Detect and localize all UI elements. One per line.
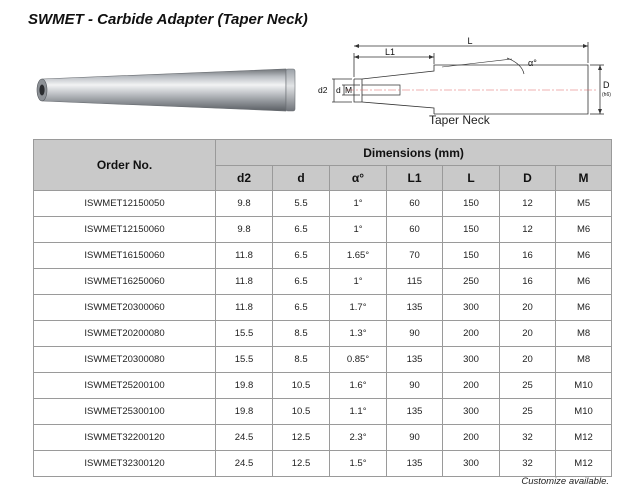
dimension-cell: 6.5 [273,243,330,269]
dimension-cell: 90 [387,373,443,399]
order-number-cell: ISWMET25200100 [34,373,216,399]
column-header: L1 [387,166,443,191]
dimension-cell: 135 [387,347,443,373]
dimension-cell: M8 [556,347,612,373]
column-header: d2 [216,166,273,191]
table-row [34,217,612,243]
dimension-cell: 1° [330,217,387,243]
order-number-cell: ISWMET32300120 [34,451,216,477]
dimension-cell: M10 [556,399,612,425]
dimension-cell: 90 [387,425,443,451]
dimension-cell: 135 [387,399,443,425]
dimension-cell: M6 [556,269,612,295]
dimension-cell: 1.7° [330,295,387,321]
table-row [34,321,612,347]
dimension-cell: 70 [387,243,443,269]
dimension-cell: 19.8 [216,373,273,399]
column-header: L [443,166,500,191]
label-d2: d2 [318,85,328,95]
dimension-cell: 20 [500,321,556,347]
label-d: d [336,85,341,95]
table-row [34,347,612,373]
diagram-caption: Taper Neck [429,113,490,127]
table-row [34,269,612,295]
dimension-cell: 19.8 [216,399,273,425]
order-number-cell: ISWMET20200080 [34,321,216,347]
dimension-cell: 200 [443,373,500,399]
dimension-cell: 10.5 [273,399,330,425]
dimension-cell: 1° [330,269,387,295]
dimension-cell: M6 [556,295,612,321]
label-L: L [467,36,473,46]
dimension-cell: 200 [443,425,500,451]
dimension-cell: 32 [500,425,556,451]
order-number-cell: ISWMET12150060 [34,217,216,243]
dimension-cell: 6.5 [273,295,330,321]
dimension-cell: 200 [443,321,500,347]
dimension-cell: 6.5 [273,269,330,295]
dimension-cell: 9.8 [216,217,273,243]
order-no-header: Order No. [34,140,216,191]
taper-neck-diagram [312,36,617,116]
dimension-cell: M12 [556,425,612,451]
dimension-cell: 300 [443,451,500,477]
dimension-cell: 1.6° [330,373,387,399]
dimension-cell: 1.1° [330,399,387,425]
dimension-cell: 24.5 [216,451,273,477]
label-M: M [345,85,353,95]
dimension-cell: 300 [443,399,500,425]
column-header: D [500,166,556,191]
dimension-cell: 12 [500,191,556,217]
dimension-cell: 1° [330,191,387,217]
page-title: SWMET - Carbide Adapter (Taper Neck) [28,11,308,28]
dimension-cell: M6 [556,243,612,269]
dimension-cell: 8.5 [273,321,330,347]
dimension-cell: M12 [556,451,612,477]
order-number-cell: ISWMET16150060 [34,243,216,269]
order-number-cell: ISWMET12150050 [34,191,216,217]
dimension-cell: 15.5 [216,347,273,373]
dimension-cell: 12 [500,217,556,243]
dimension-cell: 1.5° [330,451,387,477]
dimension-cell: 20 [500,347,556,373]
label-D: D [603,80,610,90]
table-row [34,451,612,477]
order-number-cell: ISWMET20300060 [34,295,216,321]
dimension-cell: 20 [500,295,556,321]
dimension-cell: 32 [500,451,556,477]
dimension-cell: M10 [556,373,612,399]
dimensions-group-header: Dimensions (mm) [216,140,612,166]
table-row [34,399,612,425]
dimension-cell: 8.5 [273,347,330,373]
dimension-cell: 12.5 [273,451,330,477]
order-number-cell: ISWMET16250060 [34,269,216,295]
dimension-cell: 135 [387,451,443,477]
column-header: α° [330,166,387,191]
dimension-cell: 24.5 [216,425,273,451]
table-row [34,191,612,217]
dimension-cell: 12.5 [273,425,330,451]
dimension-cell: 5.5 [273,191,330,217]
dimension-cell: 0.85° [330,347,387,373]
dimension-cell: 300 [443,295,500,321]
label-D-tolerance: (h6) [602,92,611,98]
table-row [34,425,612,451]
dimension-cell: 90 [387,321,443,347]
order-number-cell: ISWMET32200120 [34,425,216,451]
dimension-cell: 6.5 [273,217,330,243]
dimension-cell: M5 [556,191,612,217]
product-photo [34,66,298,114]
dimension-cell: 60 [387,191,443,217]
dimension-cell: 15.5 [216,321,273,347]
dimension-cell: 150 [443,217,500,243]
dimension-cell: 11.8 [216,269,273,295]
dimension-cell: 300 [443,347,500,373]
column-header: d [273,166,330,191]
dimension-cell: 150 [443,243,500,269]
dimension-cell: 135 [387,295,443,321]
dimension-cell: 150 [443,191,500,217]
dimensions-table [33,139,612,477]
dimension-cell: 25 [500,399,556,425]
dimension-cell: 60 [387,217,443,243]
dimension-cell: 11.8 [216,243,273,269]
dimension-cell: 10.5 [273,373,330,399]
dimension-cell: 115 [387,269,443,295]
dimension-cell: 9.8 [216,191,273,217]
label-alpha: α° [528,58,537,68]
dimension-cell: M6 [556,217,612,243]
customize-note: Customize available. [521,476,609,487]
dimension-cell: 2.3° [330,425,387,451]
dimension-cell: 16 [500,243,556,269]
dimension-cell: M8 [556,321,612,347]
table-row [34,295,612,321]
table-row [34,243,612,269]
table-row [34,373,612,399]
label-L1: L1 [384,47,396,57]
order-number-cell: ISWMET20300080 [34,347,216,373]
dimension-cell: 25 [500,373,556,399]
dimension-cell: 250 [443,269,500,295]
column-header: M [556,166,612,191]
dimension-cell: 1.3° [330,321,387,347]
dimension-cell: 11.8 [216,295,273,321]
order-number-cell: ISWMET25300100 [34,399,216,425]
dimension-cell: 1.65° [330,243,387,269]
dimension-cell: 16 [500,269,556,295]
